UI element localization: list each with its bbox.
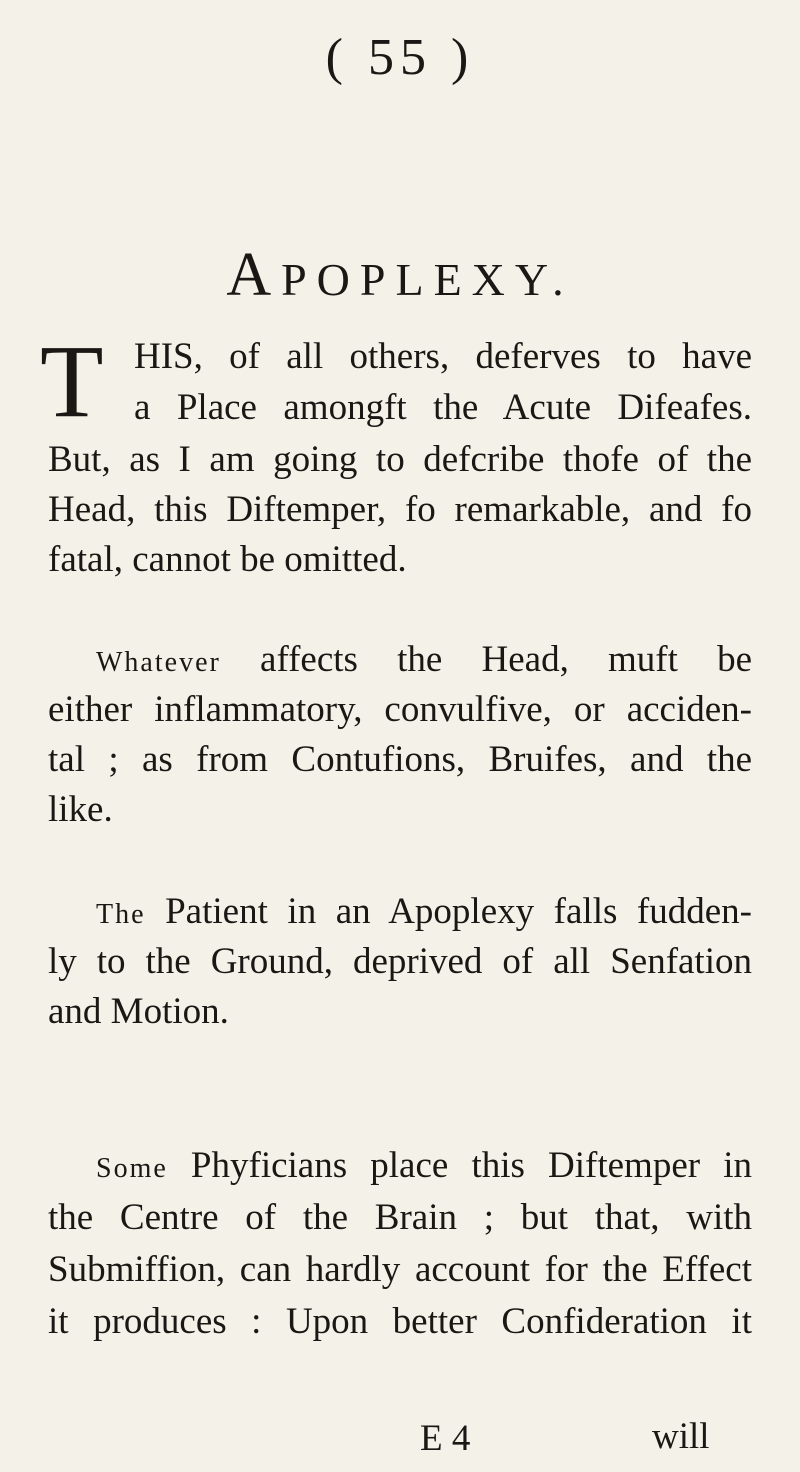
- paragraph-line: it produces : Upon better Confideration it: [48, 1301, 752, 1342]
- paragraph-line: the Centre of the Brain ; but that, with: [48, 1197, 752, 1238]
- paragraph-line: Head, this Diftemper, fo remarkable, and fo: [48, 489, 752, 530]
- paragraph-line: like.: [48, 789, 113, 830]
- chapter-title: [0, 240, 800, 311]
- drop-cap: T: [40, 324, 104, 439]
- line-text: affects the Head, muft be: [260, 639, 752, 680]
- paragraph-line: [96, 638, 752, 685]
- signature-mark: E 4: [420, 1418, 471, 1459]
- title-initial: A: [226, 241, 282, 309]
- catchword: will: [652, 1416, 710, 1457]
- line-text: Patient in an Apoplexy falls fudden-: [165, 891, 752, 932]
- paragraph-line: either inflammatory, convulfive, or acciden-: [48, 689, 752, 730]
- small-caps-lead: Whatever: [96, 647, 221, 678]
- paragraph-line: [96, 1144, 752, 1191]
- paragraph-line: [96, 890, 752, 937]
- page-number: ( 55 ): [325, 29, 475, 86]
- paragraph-line: HIS, of all others, deferves to have: [134, 336, 752, 377]
- paragraph-line: fatal, cannot be omitted.: [48, 539, 407, 580]
- paragraph-line: and Motion.: [48, 991, 229, 1032]
- small-caps-lead: Some: [96, 1153, 168, 1184]
- small-caps-lead: The: [96, 899, 146, 930]
- paragraph-line: ly to the Ground, deprived of all Senfation: [48, 941, 752, 982]
- line-text: Phyficians place this Diftemper in: [190, 1145, 752, 1186]
- paragraph-line: a Place amongft the Acute Difeafes.: [134, 387, 752, 428]
- paragraph-line: But, as I am going to defcribe thofe of the: [48, 439, 752, 480]
- paragraph-line: Submiffion, can hardly account for the Effect: [48, 1249, 752, 1290]
- paragraph-line: tal ; as from Contufions, Bruifes, and the: [48, 739, 752, 780]
- title-rest: POPLEXY.: [281, 254, 574, 305]
